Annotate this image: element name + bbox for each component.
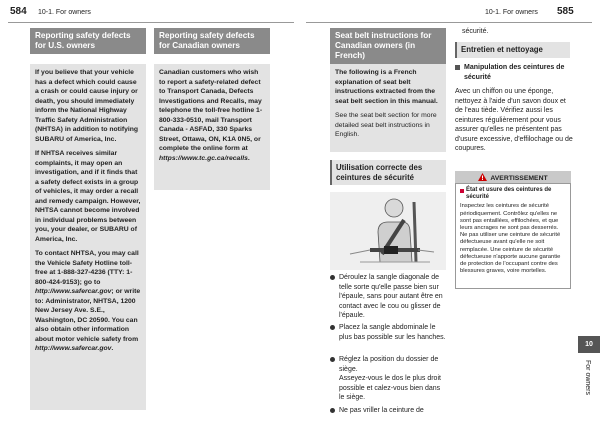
canada-contact-text: Canadian customers who wish to report a safety-related defect to Transport Canada, Defects Investigations and Recalls, may telephone the toll-free hotline 1-800-333-0510, mail Transport Canada - ASFAD, 330 Sparks Street, Ottawa, ON, K1A 0N5, or complete the online form at (159, 69, 263, 152)
chapter-tab-number: 10 (578, 336, 600, 353)
entretien-section-head: Entretien et nettoyage (455, 42, 570, 58)
right-page-number: 585 (557, 6, 574, 17)
bullet-dot (330, 357, 335, 362)
french-belt-title: Seat belt instructions for Canadian owners (in French) (330, 28, 446, 64)
bullet-text: Placez la sangle abdominale le plus bas possible sur les hanches. (339, 324, 446, 341)
seat-belt-illustration (330, 192, 446, 270)
utilisation-section-head: Utilisation correcte des ceintures de sécurité (330, 160, 446, 185)
bullet-dot (330, 325, 335, 330)
tc-recalls-link[interactable]: https://www.tc.gc.ca/recalls (159, 154, 248, 162)
canada-defects-para (159, 68, 265, 163)
canada-contact-end: . (247, 154, 250, 162)
warning-triangle-icon (478, 173, 487, 181)
bullet-subtext: Asseyez-vous le dos le plus droit possible et calez-vous bien dans le siège. (339, 375, 441, 401)
canada-defects-box (154, 64, 270, 190)
us-contact-text-3: . (111, 345, 114, 352)
left-page-number: 584 (10, 6, 27, 17)
bullet-text: Ne pas vriller la ceinture de (339, 407, 424, 414)
warning-text: Inspectez les ceintures de sécurité périodiquement. Contrôlez qu'elles ne sont pas entaillées, effilochées, et que leurs ancrages ne sont pas desserrés. Ne pas utiliser une ceinture de sécurité défectueuse avant qu'elle ne soit remplacée. Une ceinture de sécurité défectueuse n'apporte aucune garantie de protection de l'occupant contre des blessures graves, voire mortelles. (460, 203, 561, 275)
bullet-dot (330, 275, 335, 280)
us-defects-box (30, 64, 146, 410)
list-item (330, 406, 446, 416)
us-contact-text-1: To contact NHTSA, you may call the Vehicle Safety Hotline toll-free at 1-888-327-4236 (TTY: 1-800-424-9153); go to (35, 250, 139, 286)
right-header-rule (306, 22, 592, 23)
bullet-dot (330, 408, 335, 413)
square-bullet-icon (455, 65, 460, 70)
us-defects-para-2: If NHTSA receives similar complaints, it may open an investigation, and if it finds that a safety defect exists in a group of vehicles, it may order a recall and remedy campaign. However, NHTSA cannot become involved in individual problems between you, your dealer, or SUBARU of America, Inc. (35, 150, 141, 243)
bullet-text: Déroulez la sangle diagonale de telle sorte qu'elle passe bien sur l'épaule, sans pour autant être en contact avec le cou ou glisser de l'épaule. (339, 274, 443, 319)
list-item (330, 273, 446, 321)
bullet-text: Réglez la position du dossier de siège. (339, 356, 439, 373)
left-header-rule (8, 22, 294, 23)
list-item (330, 323, 446, 342)
manipulation-subhead (455, 63, 570, 82)
left-running-head: 10-1. For owners (38, 9, 91, 16)
warning-title-text: État et usure des ceintures de sécurité (466, 187, 552, 201)
us-contact-text-2: ; or write to: Administrator, NHTSA, 1200 New Jersey Ave. S.E., Washington, DC 20590. You can also obtain other information about motor vehicle safety from (35, 288, 141, 343)
french-belt-intro-box (330, 64, 446, 152)
manipulation-subhead-text: Manipulation des ceintures de sécurité (464, 64, 565, 81)
warning-label: AVERTISSEMENT (490, 175, 548, 182)
french-belt-intro: The following is a French explanation of seat belt instructions extracted from the seat belt section in this manual. (335, 69, 438, 105)
us-defects-para-3 (35, 249, 141, 354)
list-item (330, 355, 446, 403)
safercar-link-2[interactable]: http://www.safercar.gov (35, 345, 112, 352)
safercar-link-1[interactable]: http://www.safercar.gov (35, 288, 112, 295)
us-defects-para-1: If you believe that your vehicle has a defect which could cause a crash or could cause injury or death, you should immediately inform the National Highway Traffic Safety Administration (NHTSA) in addition to notifying SUBARU of America, Inc. (35, 69, 139, 143)
us-defects-title: Reporting safety defects for U.S. owners (30, 28, 146, 54)
warning-title (460, 187, 566, 201)
right-running-head: 10-1. For owners (485, 9, 538, 16)
cleaning-paragraph: Avec un chiffon ou une éponge, nettoyez à l'aide d'un savon doux et de l'eau tiède. Vérifiez aussi les ceintures régulièrement pour vous assurer qu'elles ne présentent pas d'usure excessive, d'effilochage ou de coupures. (455, 88, 573, 152)
carryover-text: sécurité. (462, 28, 489, 35)
chapter-tab-label: For owners (584, 360, 591, 396)
canada-defects-title: Reporting safety defects for Canadian owners (154, 28, 270, 54)
warning-bullet-icon (460, 189, 464, 193)
french-belt-intro-2: See the seat belt section for more detailed seat belt instructions in English. (335, 112, 437, 138)
warning-box (455, 183, 571, 289)
